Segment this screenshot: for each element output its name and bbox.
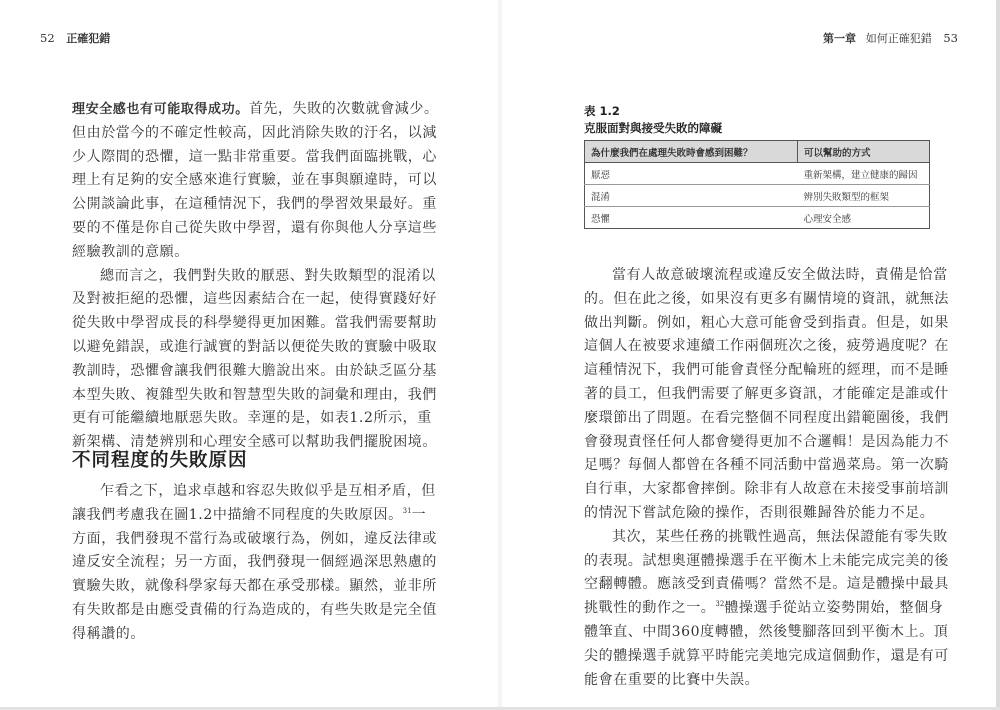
table-row xyxy=(585,163,930,185)
left-paragraph-2: 總而言之，我們對失敗的厭惡、對失敗類型的混淆以及對被拒絕的恐懼，這些因素結合在一起，使得實踐好好從失敗中學習成長的科學變得更加困難。當我們需要幫助以避免錯誤，或進行誠實的對話以便從失敗的實驗中吸取教訓時，恐懼會讓我們很難大膽說出來。由於缺乏區分基本型失敗、複雜型失敗和智慧型失敗的詞彙和理由，我們更有可能繼續地厭惡失敗。幸運的是，如表1.2所示，重新架構、清楚辨別和心理安全感可以幫助我們擺脫困境。 xyxy=(72,267,437,451)
table-cell: 恐懼 xyxy=(585,207,798,229)
table-cell: 混淆 xyxy=(585,185,798,207)
left-body-top xyxy=(72,98,440,455)
left-paragraph-3 xyxy=(72,480,440,647)
left-paragraph-1 xyxy=(72,98,440,265)
footnote-ref: 32 xyxy=(715,600,725,609)
table-cell: 心理安全感 xyxy=(798,207,930,229)
table-header-cell: 可以幫助的方式 xyxy=(798,141,930,163)
footnote-ref: 31 xyxy=(402,506,412,515)
paragraph-text: 一方面，我們發現不當行為或破壞行為，例如，違反法律或違反安全流程；另一方面，我們發現一個經過深思熟慮的實驗失敗，就像科學家每天都在承受那樣。顯然，並非所有失敗都是由應受責備的行為造成的，有些失敗是完全值得稱讚的。 xyxy=(72,506,437,642)
table-cell: 厭惡 xyxy=(585,163,798,185)
table-title: 克服面對與接受失敗的障礙 xyxy=(584,121,722,135)
table-caption xyxy=(584,103,722,137)
left-page-header xyxy=(40,30,110,46)
paragraph-text: 乍看之下，追求卓越和容忍失敗似乎是互相矛盾，但讓我們考慮我在圖1.2中描繪不同程度的失敗原因。 xyxy=(72,483,436,523)
paragraph-text: 首先，失敗的次數就會減少。但由於當今的不確定性較高，因此消除失敗的汙名，以減少人際間的恐懼，這一點非常重要。當我們面臨挑戰，心理上有足夠的安全感來進行實驗，並在事與願違時，可以公開談論此事，在這種情況下，我們的學習效果最好。重要的不僅是你自己從失敗中學習，還有你與他人分享這些經驗教訓的意願。 xyxy=(72,101,439,260)
left-page-number: 52 xyxy=(40,31,55,45)
right-paragraph-2 xyxy=(584,526,950,693)
table-header-row xyxy=(585,141,930,163)
section-heading: 不同程度的失敗原因 xyxy=(72,450,248,471)
table-cell: 重新架構，建立健康的歸因 xyxy=(798,163,930,185)
paragraph-text: 體操選手從站立姿勢開始，整個身體筆直、中間360度轉體，然後雙腳落回到平衡木上。頂尖的體操選手就算平時能完美地完成這個動作，還是有可能會在重要的比賽中失誤。 xyxy=(584,600,949,688)
table-label: 表 1.2 xyxy=(584,104,620,118)
left-running-title: 正確犯錯 xyxy=(66,32,111,45)
right-page-header xyxy=(823,30,958,46)
right-page-number: 53 xyxy=(943,31,958,45)
right-running-title: 如何正確犯錯 xyxy=(865,32,932,45)
right-paragraph-1: 當有人故意破壞流程或違反安全做法時，責備是恰當的。但在此之後，如果沒有更多有關情境的資訊，就無法做出判斷。例如，粗心大意可能會受到指責。但是，如果這個人在被要求連續工作兩個班次之後，疲勞過度呢？在這種情況下，我們可能會責怪分配輪班的經理，而不是睡著的員工，但我們需要了解更多資訊，才能確定是誰或什麼環節出了問題。在看完整個不同程度出錯範圍後，我們會發現責怪任何人都會變得更加不合邏輯！是因為能力不足嗎？每個人都曾在各種不同活動中當過菜鳥。第一次騎自行車，大家都會摔倒。除非有人故意在未接受事前培訓的情況下嘗試危險的操作，否則很難歸咎於能力不足。 xyxy=(584,267,949,521)
page-edge xyxy=(996,0,1000,710)
book-gutter xyxy=(497,0,503,710)
table-header-cell: 為什麼我們在處理失敗時會感到困難？ xyxy=(585,141,798,163)
paragraph-text: 其次，某些任務的挑戰性過高，無法保證能有零失敗的表現。試想奧運體操選手在平衡木上未能完成完美的後空翻轉體。應該受到責備嗎？當然不是。這是體操中最具挑戰性的動作之一。 xyxy=(584,528,949,617)
table-cell: 辨別失敗類型的框架 xyxy=(798,185,930,207)
paragraph-lead: 理安全感也有可能取得成功。 xyxy=(72,102,249,117)
left-body-bottom xyxy=(72,480,440,647)
obstacles-table xyxy=(584,140,930,229)
chapter-label: 第一章 xyxy=(823,32,857,45)
table-row xyxy=(585,207,930,229)
table-row xyxy=(585,185,930,207)
right-body xyxy=(584,264,950,692)
